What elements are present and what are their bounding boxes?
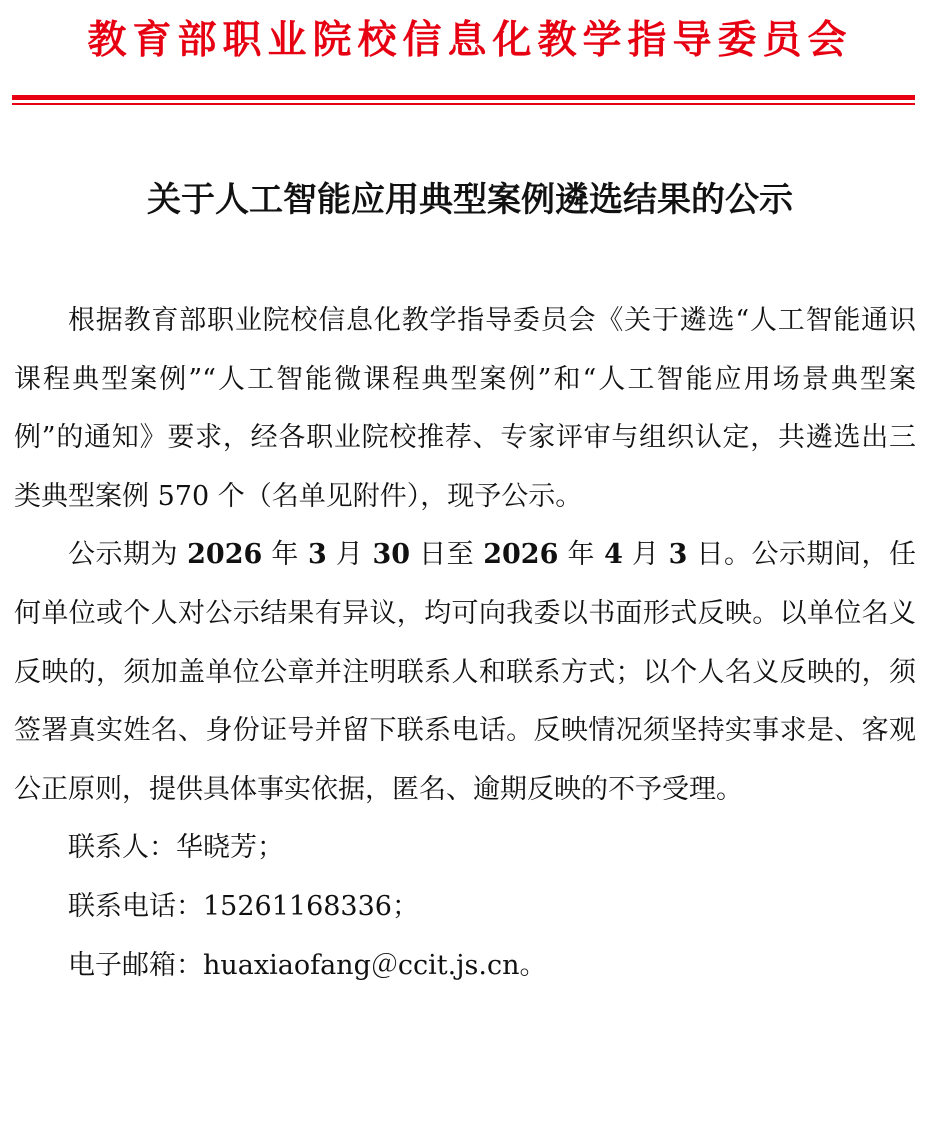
contact-email-value: huaxiaofang＠ccit.js.cn。 [203,949,547,981]
letterhead-divider-thin [12,103,915,105]
period-month-char-2: 月 [622,539,669,571]
letterhead-org-name: 教育部职业院校信息化教学指导委员会 [87,18,853,63]
contact-phone [14,878,916,937]
period-end-day: 3 [668,539,688,571]
contact-phone-label: 联系电话： [68,890,203,922]
period-rest: 日。公示期间，任何单位或个人对公示结果有异议，均可向我委以书面形式反映。以单位名义反映的，须加盖单位公章并注明联系人和联系方式；以个人名义反映的，须签署真实姓名、身份证号并留下联系电话。反映情况须坚持实事求是、客观公正原则，提供具体事实依据，匿名、逾期反映的不予受理。 [14,539,916,805]
document-title: 关于人工智能应用典型案例遴选结果的公示 [147,180,793,220]
period-start-day: 30 [372,539,411,571]
period-day-to: 日至 [410,539,484,571]
contact-phone-value: 15261168336； [203,890,419,922]
contact-person-value: 华晓芳； [176,832,284,864]
paragraph-publicity-period [14,526,916,819]
paragraph-announcement: 根据教育部职业院校信息化教学指导委员会《关于遴选“人工智能通识课程典型案例”“人工智能微课程典型案例”和“人工智能应用场景典型案例”的通知》要求，经各职业院校推荐、专家评审与组织认定，共遴选出三类典型案例 570 个（名单见附件），现予公示。 [14,305,916,512]
period-end-year: 2026 [483,539,559,571]
period-start-month: 3 [307,539,327,571]
contact-person [14,819,916,878]
period-year-char-2: 年 [558,539,605,571]
letterhead-divider-thick [12,95,915,100]
period-intro: 公示期为 [68,539,188,571]
period-end-month: 4 [604,539,623,571]
contact-email [14,937,916,996]
contact-email-label: 电子邮箱： [68,949,203,981]
period-start-year: 2026 [187,539,263,571]
period-month-char-1: 月 [326,539,373,571]
period-year-char-1: 年 [262,539,308,571]
contact-person-label: 联系人： [68,832,176,864]
document-body [14,292,916,995]
